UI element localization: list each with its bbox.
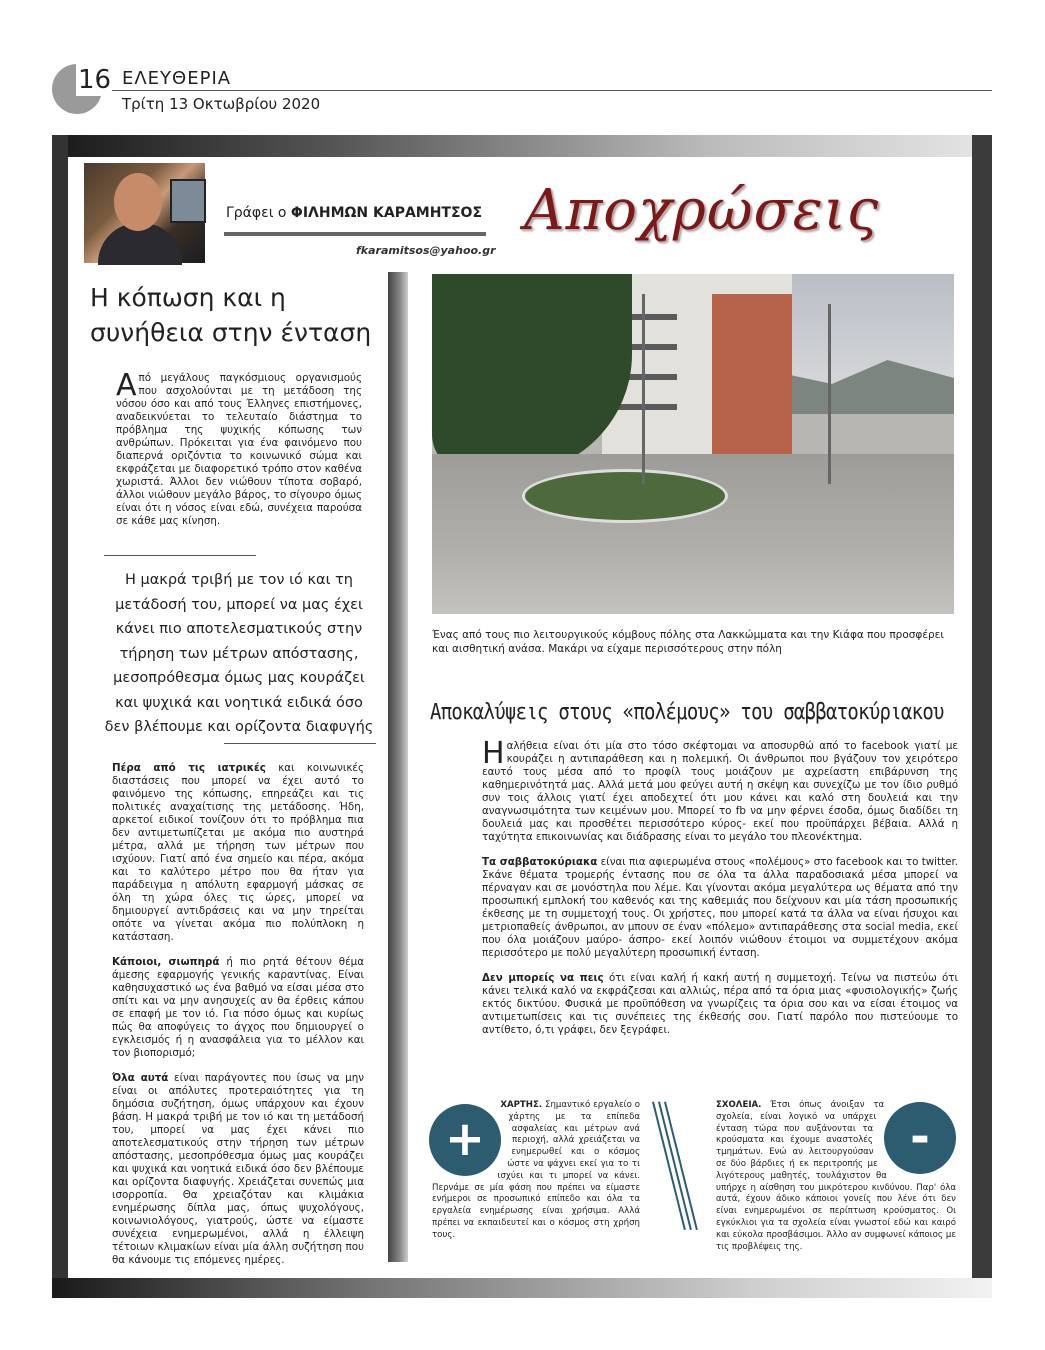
paragraph-text: ότι είναι καλή ή κακή αυτή η συμμετοχή. Τείνω να πιστεύω ότι κάνει τελικά καλό να εκφράζεσαι και αλλιώς, πέρα από τα όρια μιας «φυσιολογικής» ζωής εκτός δικτύου. Φυσικά με προϋπόθεση να γνωρίζεις τα όρια σου και να είσαι έτοιμος να αντιμετωπίσεις και τις συνέπειες της έκθεσής σου. Γιατί παρόλο που πιστεύουμε το αντίθετο, ό,τι γράφει, δεν ξεγράφει.	[482, 972, 958, 1036]
byline-rule	[224, 232, 486, 236]
paragraph	[112, 956, 364, 1060]
paragraph-lead: Όλα αυτά	[112, 1072, 169, 1084]
byline	[226, 205, 482, 221]
dropcap: Α	[116, 368, 137, 403]
left-article-body	[112, 762, 364, 1279]
plus-box-heading: ΧΑΡΤΗΣ.	[500, 1100, 543, 1110]
paragraph-lead: Πέρα από τις ιατρικές	[112, 762, 266, 774]
pull-quote-rule-top	[104, 555, 256, 556]
paragraph	[112, 762, 364, 944]
minus-box-body: Έτσι όπως άνοιξαν τα σχολεία, είναι λογικό να υπάρχει ένταση τώρα που αυξάνονται τα κρούσματα και έχουμε αναστολές τμημάτων. Ενώ αν λειτουργούσαν σε δύο βάρδιες ή εκ περιτροπής με λιγότερους μαθητές, τουλάχιστον θα υπήρχε η αίσθηση του μικρότερου κινδύνου. Παρ' όλα αυτά, έχουν άδικο κάποιοι γονείς που λένε ότι δεν είναι ενημερωμένοι σε περίπτωση κρούσματος. Οι εγκύκλιοι για τα σχολεία είναι γνωστοί εδώ και καιρό και εύκολα προσβάσιμοι. Άλλο αν συμφωνεί κάποιος με τις προβλέψεις της.	[716, 1100, 956, 1252]
byline-prefix: Γράφει ο	[226, 205, 291, 221]
street-photo	[432, 274, 954, 614]
photo-caption: Ένας από τους πιο λειτουργικούς κόμβους πόλης στα Λακκώμματα και την Κιάφα που προσφέρει και αισθητική ανάσα. Μακάρι να είχαμε περισσότερους στην πόλη	[432, 629, 944, 655]
paragraph-lead: Κάποιοι, σιωπηρά	[112, 956, 220, 968]
paragraph	[482, 856, 958, 960]
plus-box-body: Σημαντικό εργαλείο ο χάρτης με τα επίπεδα ασφαλείας και μέτρων ανά περιοχή, αλλά χρειάζεται να ενημερωθεί και ο κόσμος ώστε να ψάχνει εκεί για το τι ισχύει και τι μπορεί να κάνει. Περνάμε σε μία φάση που πρέπει να είμαστε ενήμεροι σε προσωπικό επίπεδο και όλα τα εργαλεία ενημέρωσης είναι χρήσιμα. Αλλά πρέπει να εκπαιδευτεί και ο κόσμος στη χρήση τους.	[432, 1100, 640, 1240]
lead-text: πό μεγάλους παγκόσμιους οργανισμούς που ασχολούνται με τη μετάδοση της νόσου όσο και από τους Έλληνες επιστήμονες, αναδεικνύεται το τελευταίο διάστημα το πρόβλημα της ψυχικής κόπωσης των ανθρώπων. Πρόκειται για ένα φαινόμενο που διαπερνά οριζόντια το κοινωνικό σώμα και εκφράζεται με διαφορετικό τρόπο στον καθένα χωριστά. Άλλοι δεν νιώθουν τίποτα σοβαρό, άλλοι νιώθουν μεγάλο βάρος, το σίγουρο όμως είναι ότι η νόσος είναι εδώ, συνέχεια παρούσα σε κάθε μας κίνηση.	[116, 372, 362, 527]
paragraph-text: και κοινωνικές διαστάσεις που μπορεί να έχει αυτό το φαινόμενο της κόπωσης, επηρεάζει και τις πολιτικές αναχαίτισης της μετάδοσης. Ήδη, αρκετοί ειδικοί τονίζουν ότι το πρόβλημα πια δεν αντιμετωπίζεται με ακόμα πιο αυστηρά μέτρα, αλλά με τήρηση των μέτρων που ισχύουν. Γιατί από ένα σημείο και πέρα, ακόμα και το καλύτερο μέτρο που θα ήταν για παράδειγμα η απόλυτη εφαρμογή μάσκας σε όλη τη χώρα όλες τις ώρες, μπορεί να δημιουργεί αντιδράσεις και να μην τηρείται οπότε να γίνεται ακόμα πιο πολύπλοκη η κατάσταση.	[112, 762, 364, 943]
frame-left-bar	[52, 135, 68, 1298]
minus-icon: -	[884, 1102, 956, 1174]
paragraph	[482, 736, 958, 844]
left-article-title: Η κόπωση και η συνήθεια στην ένταση	[90, 283, 372, 347]
paragraph-text: είναι πια αφιερωμένα στους «πολέμους» στο facebook και το twitter. Σκάνε θέματα τρομερής έντασης που σε όλα τα άλλα παραδοσιακά μέσα μπορεί να πέρναγαν και σε μονόστηλα που λέμε. Και γίνονται ακόμα μεγαλύτερα ως θέματα από την προσωπική εμπλοκή του καθενός και της καθεμιάς που δείχνουν και μία τάση προσωπικής έκθεσης με τη συμμετοχή τους. Οι χρήστες, που μπορεί κατά τα άλλα να είναι ήσυχοι και μετριοπαθείς άνθρωποι, αν μπουν σε έναν «πόλεμο» αντιπαράθεσης στα social media, εκεί που όλα μοιάζουν μαύρο- άσπρο- εκεί λοιπόν νιώθουν έτοιμοι να συμμετέχουν ακόμα περισσότερο με πολύ μεγαλύτερη προσωπική ένταση.	[482, 856, 959, 959]
minus-box-heading: ΣΧΟΛΕΙΑ.	[716, 1100, 762, 1110]
paragraph	[482, 972, 958, 1037]
left-article-lead	[116, 368, 362, 528]
newspaper-name: ΕΛΕΥΘΕΡΙΑ	[122, 68, 232, 89]
column-divider	[388, 272, 408, 1262]
issue-date: Τρίτη 13 Οκτωβρίου 2020	[122, 95, 321, 113]
dropcap: Η	[482, 736, 505, 771]
frame-bottom-bar	[52, 1278, 992, 1298]
plus-icon: +	[429, 1104, 501, 1176]
divider-slash	[658, 1102, 692, 1231]
paragraph-lead: Τα σαββατοκύριακα	[482, 856, 598, 868]
paragraph	[112, 1072, 364, 1267]
page-number: 16	[78, 65, 112, 95]
lead-text: αλήθεια είναι ότι μία στο τόσο σκέφτομαι να αποσυρθώ από το facebook γιατί με κουράζει η αντιπαράθεση και η πολεμική. Οι άνθρωποι που βγάζουν τον χειρότερο εαυτό τους μέσα από το προφίλ τους μοιάζουν με αχρείαστη επιβάρυνση της καθημερινότητά μας. Αλλά μετά μου φεύγει αυτή η σκέψη και συνεχίζω με τον ίδιο ρυθμό συν τοις άλλοις γιατί έχει αποδεχτεί ότι μου κάνει και καλό στη δουλειά και την αναγνωσιμότητα των κειμένων μου. Μπορεί το fb να μην φέρνει έσοδα, όμως διαδίδει τη δουλειά μας και προσθέτει περισσότερο κύρος- εκεί που προϋπάρχει βέβαια. Αλλά η ταχύτητα επικοινωνίας και διάδρασης είναι το μεγάλο του πλεονέκτημα.	[482, 740, 958, 843]
right-article-body	[482, 736, 959, 1049]
frame-right-bar	[972, 135, 992, 1298]
pull-quote: Η μακρά τριβή με τον ιό και τη μετάδοσή του, μπορεί να μας έχει κάνει πιο αποτελεσματικούς στην τήρηση των μέτρων απόστασης, μεσοπρόθεσμα όμως μας κουράζει και ψυχικά και νοητικά ειδικά όσο δεν βλέπουμε και ορίζοντα διαφυγής	[104, 572, 374, 735]
paragraph-text: είναι παράγοντες που ίσως να μην είναι οι απόλυτες προτεραιότητες για τη δημόσια συζήτηση, όμως υπάρχουν και έχουν βάση. Η μακρά τριβή με τον ιό και τη μετάδοσή του, μπορεί να μας έχει κάνει πιο αποτελεσματικούς στην τήρηση των μέτρων απόστασης, μεσοπρόθεσμα όμως μας κουράζει και ψυχικά και νοητικά ειδικά όσο δεν βλέπουμε και ορίζοντα διαφυγής. Χρειάζεται συνεπώς μια ισορροπία. Θα χρειαζόταν και κλιμάκια ενημέρωσης δίπλα μας, όπως ψυχολόγους, κοινωνιολόγους, γιατρούς, ώστε να είμαστε συνέχεια ενημερωμένοι, αλλά η έλλειψη τέτοιων κλιμακίων είναι μία άλλη συζήτηση που θα κάνουμε τις επόμενες ημέρες.	[112, 1072, 364, 1266]
author-name: ΦΙΛΗΜΩΝ ΚΑΡΑΜΗΤΣΟΣ	[290, 205, 483, 221]
column-title: Αποχρώσεις	[524, 178, 880, 243]
pull-quote-rule-bottom	[224, 743, 376, 744]
author-photo	[84, 163, 205, 263]
header-rule	[112, 90, 992, 91]
right-article-title: Αποκαλύψεις στους «πολέμους» του σαββατοκύριακου	[430, 700, 944, 725]
paragraph-text: ή πιο ρητά θέτουν θέμα άμεσης εφαρμογής γενικής καραντίνας. Είναι καθησυχαστικό ως ένα βαθμό να είσαι μέσα στο σπίτι και να μην ανησυχείς αν θα έρθεις κάπου σε επαφή με τον ιό. Για πόσο όμως και κυρίως πώς θα αποφύγεις το άγχος που δημιουργεί ο εγκλεισμός ή η ανασφάλεια για το μέλλον και τον βιοπορισμό;	[112, 956, 364, 1059]
author-email[interactable]: fkaramitsos@yahoo.gr	[356, 244, 496, 257]
frame-top-bar	[52, 135, 992, 157]
paragraph-lead: Δεν μπορείς να πεις	[482, 972, 604, 984]
